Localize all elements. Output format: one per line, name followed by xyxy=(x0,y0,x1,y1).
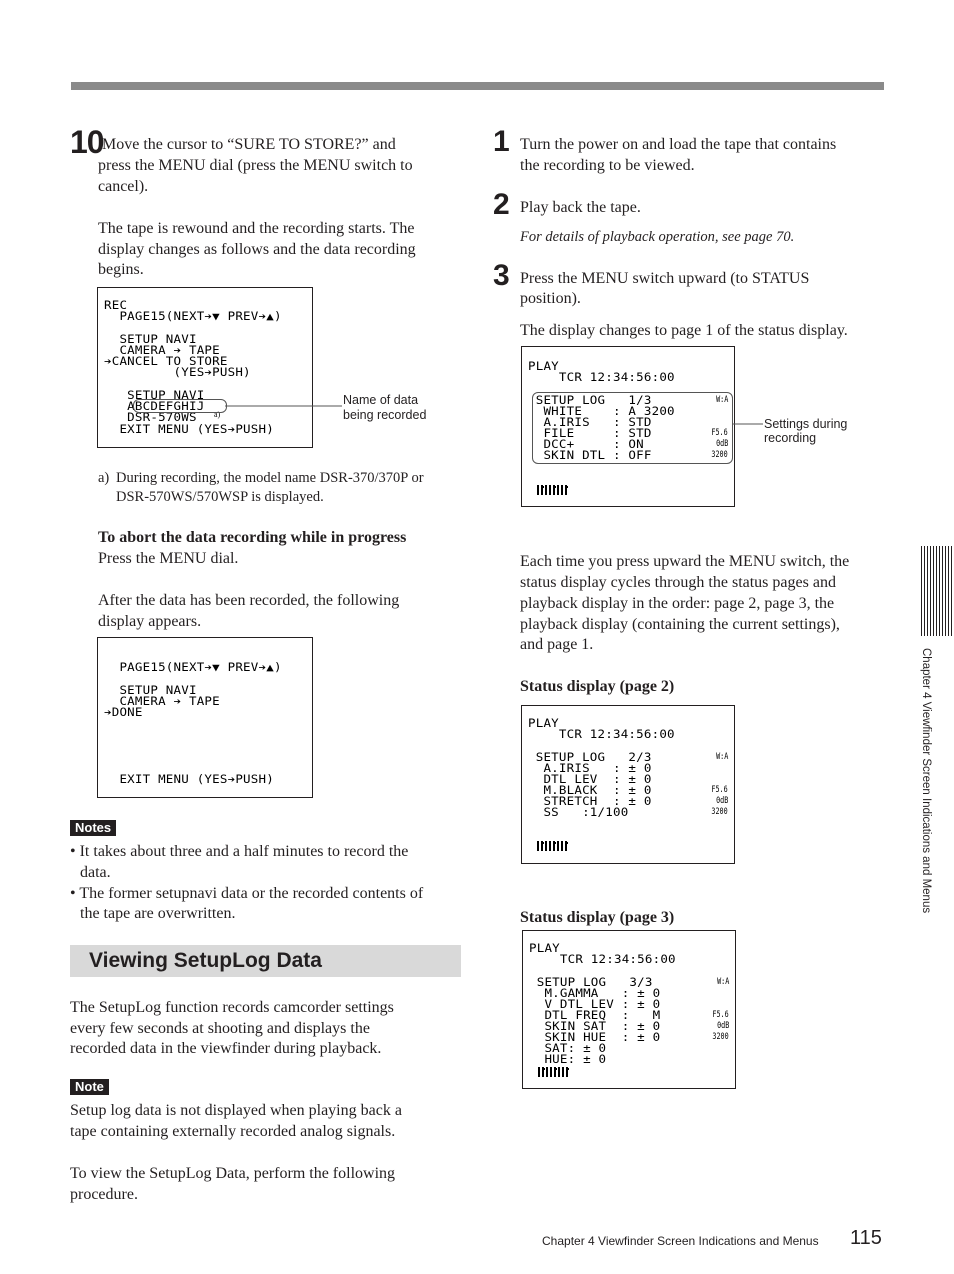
screen-line: STRETCH : ± 0 xyxy=(528,794,652,808)
viewfinder-screen-done xyxy=(97,637,313,798)
screen-line: SKIN SAT : ± 0 xyxy=(529,1019,661,1033)
level-meter-icon xyxy=(537,841,569,851)
screen-line: PAGE15(NEXT➔▼ PREV➔▲) xyxy=(104,309,282,323)
screen-line: WHITE : A 3200 xyxy=(528,404,675,418)
step-10-number: 10 xyxy=(70,124,104,160)
callout-settings-2: recording xyxy=(764,431,817,445)
note-line-2: tape containing externally recorded analog signals. xyxy=(70,1123,396,1140)
callout-name-2: being recorded xyxy=(343,408,427,422)
notes-item-1a: • It takes about three and a half minutes to record the xyxy=(70,843,409,860)
viewfinder-status-page-3 xyxy=(522,930,736,1089)
footnote-line-1: During recording, the model name DSR-370/370P or xyxy=(116,470,424,486)
screen-line: SETUP LOG 3/3 xyxy=(529,975,653,989)
screen-line: M.BLACK : ± 0 xyxy=(528,783,652,797)
page-number: 115 xyxy=(850,1227,882,1249)
screen-line: ➔CANCEL TO STORE xyxy=(104,354,228,368)
note-line-3: To view the SetupLog Data, perform the following xyxy=(70,1165,396,1182)
note-badge: Note xyxy=(70,1079,109,1095)
screen-line: PLAY xyxy=(528,359,559,373)
side-value: 3200 xyxy=(711,450,728,460)
screen-line: TCR 12:34:56:00 xyxy=(528,727,675,741)
screen-line: SKIN HUE : ± 0 xyxy=(529,1030,661,1044)
cycle-line-1: Each time you press upward the MENU switch, the xyxy=(520,553,850,570)
section-title: Viewing SetupLog Data xyxy=(89,949,322,972)
note-line-1: Setup log data is not displayed when playing back a xyxy=(70,1102,402,1119)
step-10-para-2: display changes as follows and the data recording xyxy=(98,241,416,258)
viewfinder-status-page-1 xyxy=(521,346,735,507)
screen-line: DCC+ : ON xyxy=(528,437,644,451)
screen-line: TCR 12:34:56:00 xyxy=(528,370,675,384)
notes-badge: Notes xyxy=(70,820,116,836)
screen-line: SETUP NAVI xyxy=(104,388,205,402)
step-10-text-2: press the MENU dial (press the MENU switch to xyxy=(98,157,413,174)
side-value: F5.6 xyxy=(712,1010,729,1020)
step-1-text-1: Turn the power on and load the tape that contains xyxy=(520,136,837,153)
chapter-tab-stripe xyxy=(921,546,954,636)
screen-line: ➔DONE xyxy=(104,705,143,719)
screen-line: EXIT MENU (YES➔PUSH) xyxy=(104,422,274,436)
step-10-para-3: begins. xyxy=(98,261,144,278)
screen-line: PAGE15(NEXT➔▼ PREV➔▲) xyxy=(104,660,282,674)
notes-item-2a: • The former setupnavi data or the recorded contents of xyxy=(70,885,424,902)
cycle-line-5: and page 1. xyxy=(520,636,594,653)
step-1-text-2: the recording to be viewed. xyxy=(520,157,695,174)
screen-line: CAMERA ➔ TAPE xyxy=(104,343,220,357)
side-value: F5.6 xyxy=(711,428,728,438)
side-value: 0dB xyxy=(716,1021,729,1031)
side-value: W:A xyxy=(715,395,728,405)
callout-settings-1: Settings during xyxy=(764,417,848,431)
step-2-number: 2 xyxy=(493,188,509,221)
cycle-line-3: playback display in the order: page 2, page 3, the xyxy=(520,595,835,612)
level-meter-icon xyxy=(538,1067,570,1077)
step-2-reference: For details of playback operation, see page 70. xyxy=(520,229,795,245)
screen-line: SAT: ± 0 xyxy=(529,1041,607,1055)
callout-line xyxy=(733,418,765,430)
screen-line: PLAY xyxy=(529,941,560,955)
screen-line: CAMERA ➔ TAPE xyxy=(104,694,220,708)
screen-line: SS :1/100 xyxy=(528,805,629,819)
screen-line: TCR 12:34:56:00 xyxy=(529,952,676,966)
footnote-line-2: DSR-570WS/570WSP is displayed. xyxy=(116,489,324,505)
screen-line: A.IRIS : ± 0 xyxy=(528,761,652,775)
screen-line: HUE: ± 0 xyxy=(529,1052,607,1066)
callout-line xyxy=(225,400,345,412)
screen-line: ABCDEFGHIJ xyxy=(104,399,205,413)
status-page-3-label: Status display (page 3) xyxy=(520,909,675,926)
screen-line: SKIN DTL : OFF xyxy=(528,448,652,462)
side-value: 3200 xyxy=(712,1032,729,1042)
notes-item-1b: data. xyxy=(80,864,111,881)
screen-line: FILE : STD xyxy=(528,426,652,440)
viewfinder-screen-rec xyxy=(97,287,313,448)
screen-line: M.GAMMA : ± 0 xyxy=(529,986,661,1000)
step-3-text-2: position). xyxy=(520,290,581,307)
side-value: W:A xyxy=(716,977,729,987)
step-10-para-1: The tape is rewound and the recording starts. The xyxy=(98,220,415,237)
note-line-4: procedure. xyxy=(70,1186,138,1203)
level-meter-icon xyxy=(537,485,569,495)
screen-line: SETUP NAVI xyxy=(104,332,197,346)
screen-line: V DTL LEV : ± 0 xyxy=(529,997,661,1011)
abort-heading: To abort the data recording while in progress xyxy=(98,529,407,546)
step-10-text-1: Move the cursor to “SURE TO STORE?” and xyxy=(102,136,396,153)
step-1-number: 1 xyxy=(493,125,509,158)
viewfinder-status-page-2 xyxy=(521,705,735,864)
screen-line: SETUP LOG 1/3 xyxy=(528,393,652,407)
abort-text: Press the MENU dial. xyxy=(98,550,239,567)
settings-highlight xyxy=(532,392,733,464)
header-rule xyxy=(71,82,884,90)
footnote-marker: a) xyxy=(98,470,110,486)
cycle-line-4: playback display (containing the current settings), xyxy=(520,616,840,633)
section-para-2: every few seconds at shooting and displays the xyxy=(70,1020,370,1037)
chapter-side-label: Chapter 4 Viewfinder Screen Indications and Menus xyxy=(920,648,932,914)
callout-name-1: Name of data xyxy=(343,393,419,407)
side-value: 3200 xyxy=(711,807,728,817)
after-text-2: display appears. xyxy=(98,613,202,630)
screen-line: (YES➔PUSH) xyxy=(104,365,251,379)
screen-line: REC xyxy=(104,298,128,312)
screen-line: EXIT MENU (YES➔PUSH) xyxy=(104,772,274,786)
side-value: 0dB xyxy=(715,796,728,806)
step-3-number: 3 xyxy=(493,259,509,292)
screen-line: DSR-570WS xyxy=(104,410,197,424)
cycle-line-2: status display cycles through the status pages and xyxy=(520,574,836,591)
step-3-text-3: The display changes to page 1 of the status display. xyxy=(520,322,848,339)
screen-line: DTL LEV : ± 0 xyxy=(528,772,652,786)
notes-item-2b: the tape are overwritten. xyxy=(80,905,236,922)
screen-line: PLAY xyxy=(528,716,559,730)
section-para-3: recorded data in the viewfinder during playback. xyxy=(70,1040,382,1057)
step-2-text: Play back the tape. xyxy=(520,199,641,216)
section-para-1: The SetupLog function records camcorder settings xyxy=(70,999,394,1016)
step-10-text-3: cancel). xyxy=(98,178,149,195)
status-page-2-label: Status display (page 2) xyxy=(520,678,675,695)
after-text-1: After the data has been recorded, the following xyxy=(98,592,400,609)
screen-line: A.IRIS : STD xyxy=(528,415,652,429)
side-value: 0dB xyxy=(715,439,728,449)
side-value: W:A xyxy=(715,752,728,762)
side-value: F5.6 xyxy=(711,785,728,795)
screen-line: DTL FREQ : M xyxy=(529,1008,661,1022)
step-3-text-1: Press the MENU switch upward (to STATUS xyxy=(520,270,810,287)
superscript-a: a) xyxy=(214,410,221,419)
footer-chapter: Chapter 4 Viewfinder Screen Indications and Menus xyxy=(542,1234,819,1248)
screen-line: SETUP LOG 2/3 xyxy=(528,750,652,764)
data-name-highlight xyxy=(133,399,227,413)
screen-line: SETUP NAVI xyxy=(104,683,197,697)
